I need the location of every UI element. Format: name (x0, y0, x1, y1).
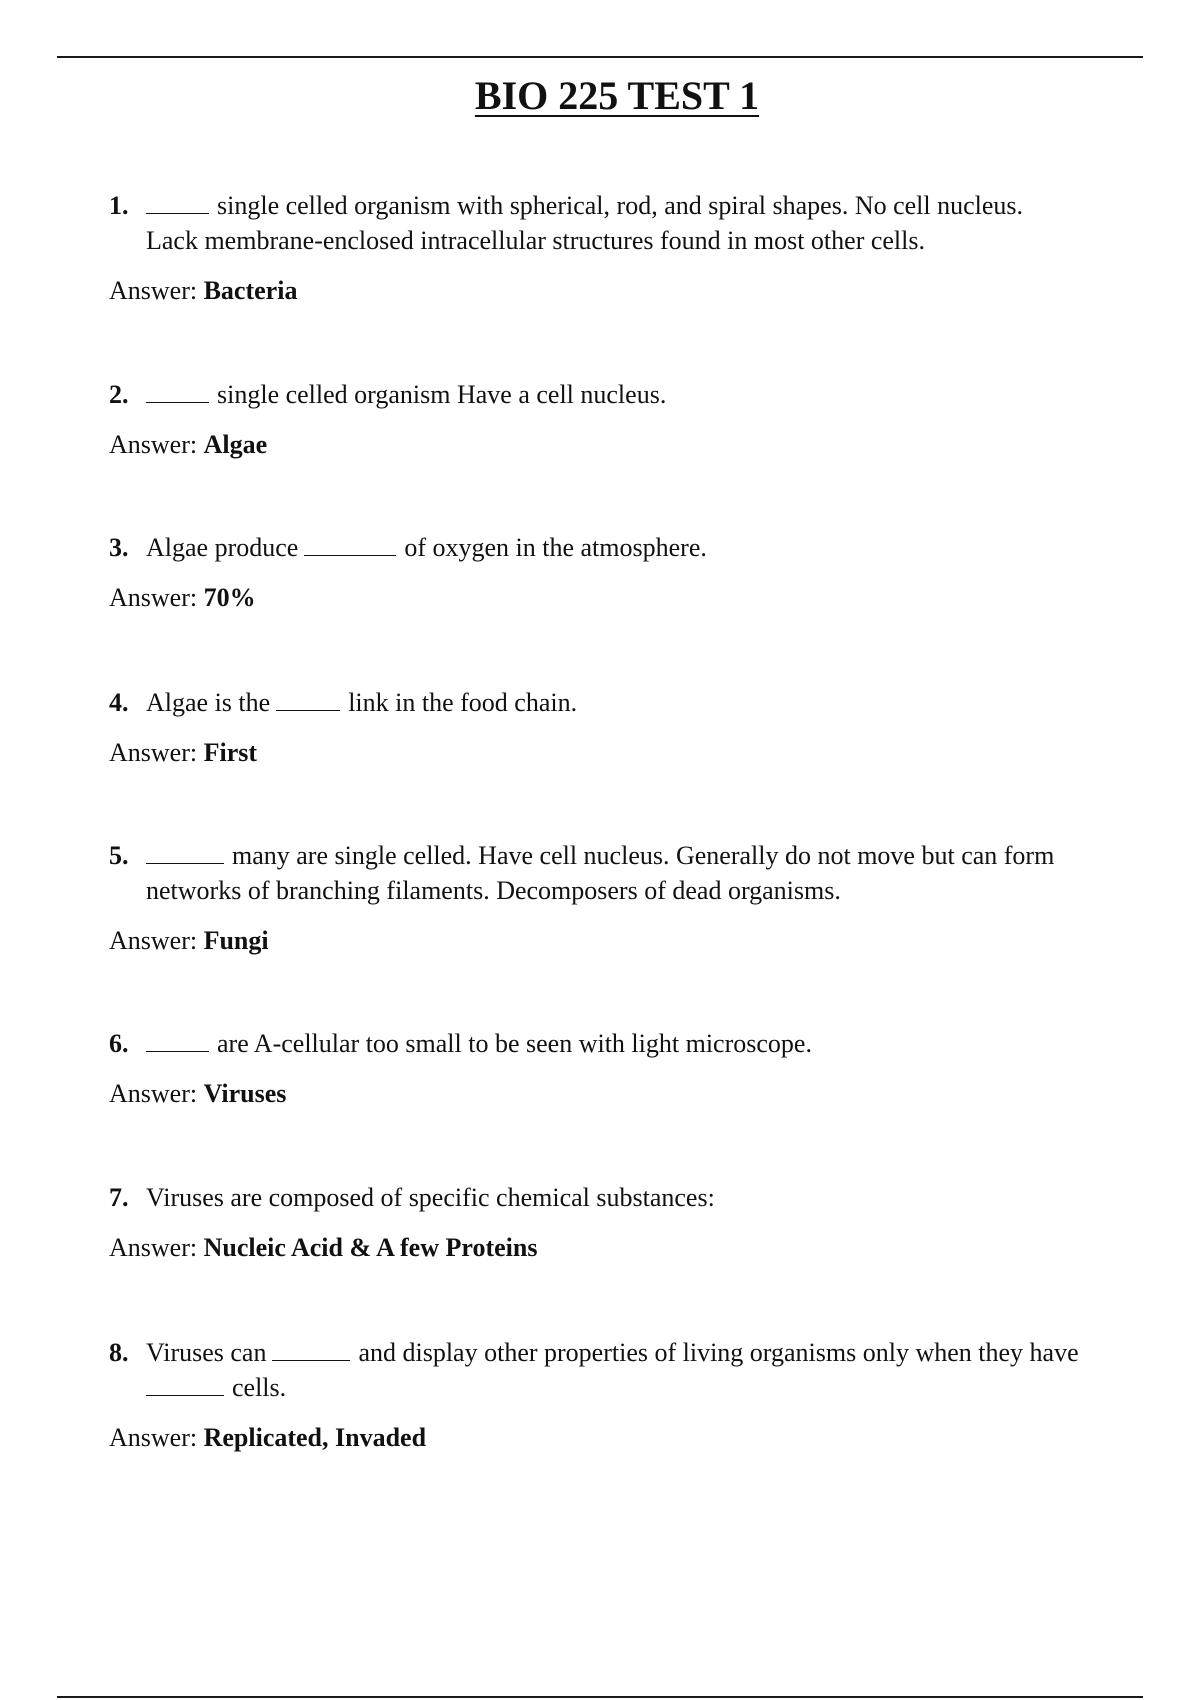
answer-value: Fungi (203, 926, 269, 955)
question-text (109, 1180, 1169, 1215)
answer-value: 70% (203, 583, 256, 612)
question-text-part: single celled organism with spherical, rod, and spiral shapes. No cell nucleus. (217, 191, 1024, 220)
question-6 (109, 1026, 1169, 1111)
question-number: 7. (109, 1183, 129, 1212)
question-text-part: Viruses can (146, 1338, 267, 1367)
question-number: 3. (109, 533, 129, 562)
answer-blank (146, 378, 209, 403)
answer-value: First (203, 738, 258, 767)
answer-label: Answer: (109, 583, 198, 612)
answer-blank (146, 1027, 209, 1052)
question-text (109, 1026, 1169, 1061)
question-text-line2: Lack membrane-enclosed intracellular structures found in most other cells. (146, 226, 925, 255)
answer-line (109, 735, 1169, 770)
question-5 (109, 838, 1169, 958)
question-text-part: of oxygen in the atmosphere. (404, 533, 707, 562)
answer-label: Answer: (109, 1233, 198, 1262)
question-text-part: and display other properties of living organisms only when they have (358, 1338, 1079, 1367)
answer-value: Nucleic Acid & A few Proteins (203, 1233, 538, 1262)
question-text-part: single celled organism Have a cell nucleus. (217, 380, 667, 409)
answer-line (109, 1420, 1169, 1455)
question-text-part: link in the food chain. (348, 688, 578, 717)
question-text (109, 530, 1169, 565)
question-text (109, 377, 1169, 412)
question-text-part: many are single celled. Have cell nucleus. Generally do not move but can form (232, 841, 1055, 870)
question-text (109, 1335, 1169, 1405)
answer-value: Viruses (203, 1079, 287, 1108)
question-number: 1. (109, 191, 129, 220)
answer-line (109, 923, 1169, 958)
question-2 (109, 377, 1169, 462)
question-number: 4. (109, 688, 129, 717)
answer-line (109, 1076, 1169, 1111)
answer-label: Answer: (109, 276, 198, 305)
answer-blank (272, 1336, 350, 1361)
answer-line (109, 273, 1169, 308)
question-number: 8. (109, 1338, 129, 1367)
bottom-rule (57, 1696, 1143, 1698)
question-text (109, 838, 1169, 908)
answer-value: Bacteria (203, 276, 298, 305)
answer-label: Answer: (109, 738, 198, 767)
question-1 (109, 188, 1169, 308)
answer-label: Answer: (109, 1423, 198, 1452)
question-3 (109, 530, 1169, 615)
answer-blank (146, 1371, 224, 1396)
top-rule (57, 56, 1143, 58)
question-text (109, 685, 1169, 720)
answer-label: Answer: (109, 926, 198, 955)
question-number: 6. (109, 1029, 129, 1058)
question-4 (109, 685, 1169, 770)
question-text-part: Algae is the (146, 688, 271, 717)
answer-value: Algae (203, 430, 268, 459)
question-text-part: Algae produce (146, 533, 299, 562)
question-number: 2. (109, 380, 129, 409)
question-text-line2: cells. (232, 1373, 287, 1402)
answer-blank (146, 189, 209, 214)
answer-line (109, 580, 1169, 615)
answer-blank (146, 839, 224, 864)
answer-line (109, 1230, 1169, 1265)
answer-blank (304, 531, 396, 556)
question-text (109, 188, 1169, 258)
answer-line (109, 427, 1169, 462)
answer-label: Answer: (109, 1079, 198, 1108)
question-8 (109, 1335, 1169, 1455)
question-text-line2: networks of branching filaments. Decomposers of dead organisms. (146, 876, 841, 905)
answer-value: Replicated, Invaded (203, 1423, 427, 1452)
answer-label: Answer: (109, 430, 198, 459)
question-7 (109, 1180, 1169, 1265)
question-text-part: are A-cellular too small to be seen with light microscope. (217, 1029, 812, 1058)
question-text-part: Viruses are composed of specific chemical substances: (146, 1183, 715, 1212)
answer-blank (276, 686, 340, 711)
question-number: 5. (109, 841, 129, 870)
page-title: BIO 225 TEST 1 (474, 73, 760, 118)
